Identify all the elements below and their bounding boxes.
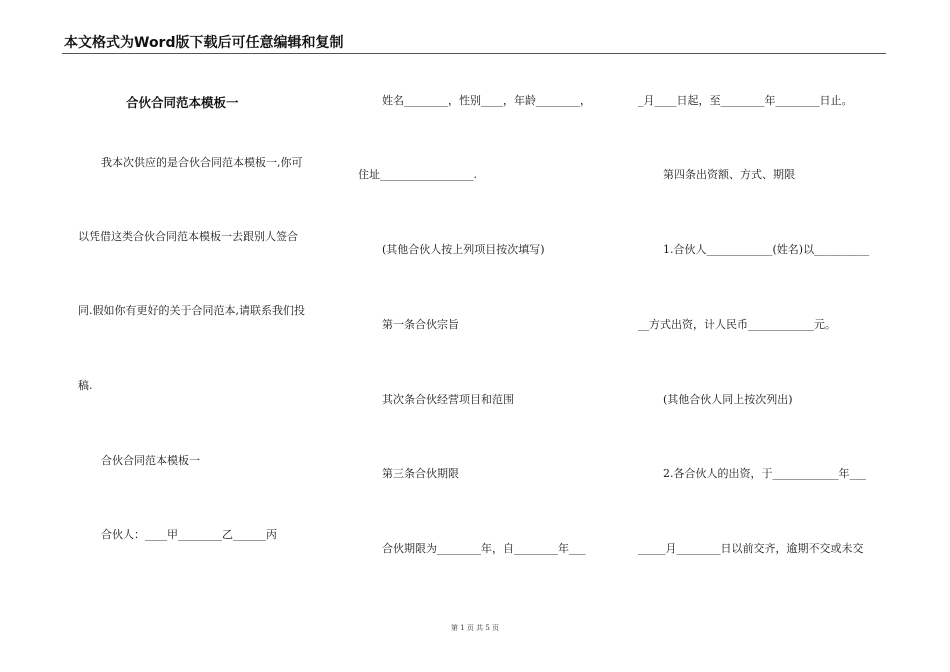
paragraph-line: 我本次供应的是合伙合同范本模板一,你可	[101, 156, 303, 169]
paragraph-line: 以凭借这类合伙合同范本模板一去跟别人签合	[78, 230, 298, 243]
paragraph-line: __方式出资，计人民币____________元。	[638, 318, 836, 331]
paragraph-line: 姓名________，性别____，年龄________，	[382, 94, 591, 107]
page-number: 第 1 页 共 5 页	[450, 624, 500, 632]
paragraph-line: 稿.	[78, 379, 93, 392]
article-heading: 第三条合伙期限	[382, 467, 459, 480]
document-header: 本文格式为Word版下载后可任意编辑和复制	[64, 35, 344, 51]
paragraph-line: 合伙人：____甲________乙______丙	[101, 528, 277, 541]
section-heading: 合伙合同范本模板一	[101, 454, 200, 467]
paragraph-line: 住址_________________.	[358, 168, 477, 181]
article-heading: 其次条合伙经营项目和范围	[382, 393, 514, 406]
paragraph-line: _____月________日以前交齐，逾期不交或未交	[638, 542, 864, 555]
document-title: 合伙合同范本模板一	[126, 95, 239, 110]
paragraph-line: (其他合伙人按上列项目按次填写)	[382, 243, 545, 256]
paragraph-line: _月____日起，至________年________日止。	[638, 94, 853, 107]
paragraph-line: 1.合伙人____________(姓名)以__________	[663, 243, 870, 256]
header-divider	[62, 53, 886, 54]
paragraph-line: 2.各合伙人的出资，于____________年___	[663, 467, 866, 480]
paragraph-line: 同.假如你有更好的关于合同范本,请联系我们投	[78, 304, 305, 317]
article-heading: 第一条合伙宗旨	[382, 318, 459, 331]
paragraph-line: (其他合伙人同上按次列出)	[663, 393, 793, 406]
article-heading: 第四条出资额、方式、期限	[663, 168, 795, 181]
paragraph-line: 合伙期限为________年，自________年___	[382, 542, 586, 555]
